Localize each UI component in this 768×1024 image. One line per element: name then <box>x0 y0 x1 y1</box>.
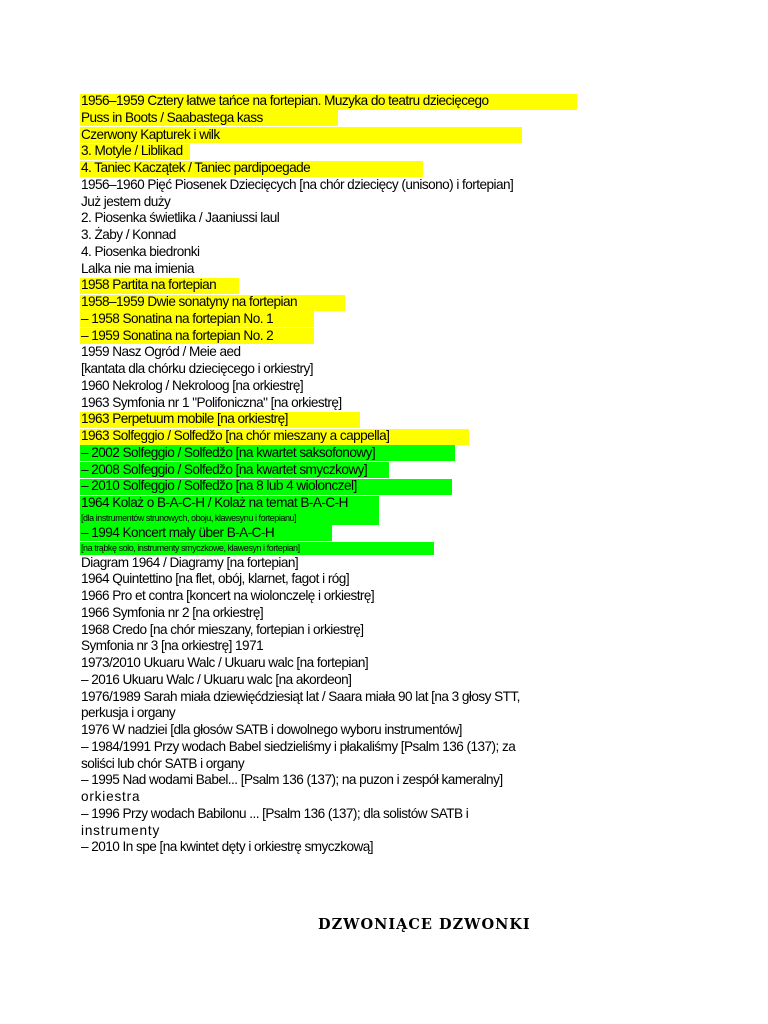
line-text: 1968 Credo [na chór mieszany, fortepian i orkiestrę] <box>81 621 364 637</box>
line-text: Czerwony Kapturek i wilk <box>81 126 220 142</box>
text-line <box>81 378 731 395</box>
text-line <box>81 328 731 345</box>
text-line <box>81 655 731 672</box>
text-line <box>81 512 731 525</box>
text-line <box>81 210 731 227</box>
text-line <box>81 261 731 278</box>
text-line <box>81 823 731 840</box>
text-line <box>81 244 731 261</box>
line-text: – 1984/1991 Przy wodach Babel siedzieliśmy i płakaliśmy [Psalm 136 (137); za <box>81 738 516 754</box>
line-text: 3. Motyle / Liblikad <box>81 143 183 159</box>
line-text: [dla instrumentów strunowych, oboju, klawesynu i fortepianu] <box>81 512 297 523</box>
line-text: 4. Taniec Kaczątek / Taniec pardipoegade <box>81 160 311 175</box>
line-text: 4. Piosenka biedronki <box>81 243 200 259</box>
text-line <box>81 127 731 144</box>
line-text: 1964 Quintettino [na flet, obój, klarnet, fagot i róg] <box>81 571 350 587</box>
line-text: – 2008 Solfeggio / Solfedžo [na kwartet smyczkowy] <box>81 461 368 477</box>
line-text: 2. Piosenka świetlika / Jaaniussi laul <box>81 210 280 226</box>
text-line <box>81 839 731 856</box>
text-line <box>81 789 731 806</box>
line-text: 1958 Partita na fortepian <box>81 277 217 293</box>
line-text: 1966 Pro et contra [koncert na wiolonczelę i orkiestrę] <box>81 588 375 603</box>
text-line <box>81 428 731 445</box>
text-line <box>81 294 731 311</box>
line-text: 1956–1960 Pięć Piosenek Dziecięcych [na chór dziecięcy (unisono) i fortepian] <box>81 176 514 192</box>
text-line <box>81 756 731 773</box>
text-line <box>81 542 731 555</box>
line-text: – 1994 Koncert mały über B-A-C-H <box>81 524 275 540</box>
line-text: 3. Żaby / Konnad <box>81 227 176 242</box>
text-line <box>81 277 731 294</box>
line-text: 1976/1989 Sarah miała dziewięćdziesiąt lat / Saara miała 90 lat [na 3 głosy STT, <box>81 688 520 704</box>
text-line <box>81 227 731 244</box>
text-line <box>81 605 731 622</box>
line-text: – 2016 Ukuaru Walc / Ukuaru walc [na akordeon] <box>81 671 352 687</box>
text-line <box>81 495 731 512</box>
line-text: Lalka nie ma imienia <box>81 260 194 276</box>
text-line <box>81 194 731 211</box>
text-line <box>81 571 731 588</box>
text-line <box>81 311 731 328</box>
line-text: 1958–1959 Dwie sonatyny na fortepian <box>81 294 297 309</box>
text-line <box>81 588 731 605</box>
line-text: perkusja i organy <box>81 705 176 721</box>
line-text: soliści lub chór SATB i organy <box>81 755 245 771</box>
text-line <box>81 395 731 412</box>
text-line <box>81 739 731 756</box>
text-line <box>81 689 731 706</box>
text-line <box>81 160 731 177</box>
line-text: 1976 W nadziei [dla głosów SATB i dowolnego wyboru instrumentów] <box>81 722 462 737</box>
text-line <box>81 622 731 639</box>
text-line <box>81 806 731 823</box>
line-text: – 2010 In spe [na kwintet dęty i orkiestrę smyczkową] <box>81 839 373 855</box>
text-line <box>81 361 731 378</box>
line-text: 1959 Nasz Ogród / Meie aed <box>81 344 241 360</box>
text-line <box>81 525 731 542</box>
line-text: [na trąbkę solo, instrumenty smyczkowe, klawesyn i fortepian] <box>81 542 300 553</box>
line-text: [kantata dla chórku dziecięcego i orkiestry] <box>81 361 313 376</box>
text-line <box>81 93 731 110</box>
line-text: – 2002 Solfeggio / Solfedžo [na kwartet saksofonowy] <box>81 444 376 460</box>
line-text: 1963 Solfeggio / Solfedžo [na chór mieszany a cappella] <box>81 428 390 443</box>
text-line <box>81 478 731 495</box>
line-text: Już jestem duży <box>81 193 171 209</box>
line-text: – 1958 Sonatina na fortepian No. 1 <box>81 310 274 326</box>
line-text: Puss in Boots / Saabastega kass <box>81 109 263 125</box>
text-line <box>81 344 731 361</box>
line-text: 1963 Symfonia nr 1 "Polifoniczna" [na orkiestrę] <box>81 394 342 410</box>
text-line <box>81 772 731 789</box>
line-text: Symfonia nr 3 [na orkiestrę] 1971 <box>81 638 264 654</box>
text-line <box>81 722 731 739</box>
text-line <box>81 445 731 462</box>
line-text: – 1959 Sonatina na fortepian No. 2 <box>81 327 274 343</box>
text-line <box>81 638 731 655</box>
line-text: 1963 Perpetuum mobile [na orkiestrę] <box>81 411 288 427</box>
line-text: – 1996 Przy wodach Babilonu ... [Psalm 136 (137); dla solistów SATB i <box>81 805 469 821</box>
text-line <box>81 177 731 194</box>
text-line <box>81 705 731 722</box>
line-text: instrumenty <box>81 822 161 838</box>
works-list <box>81 93 731 856</box>
text-line <box>81 555 731 572</box>
line-text: – 1995 Nad wodami Babel... [Psalm 136 (137); na puzon i zespół kameralny] <box>81 772 503 788</box>
text-line <box>81 110 731 127</box>
text-line <box>81 462 731 479</box>
line-text: orkiestra <box>81 789 141 804</box>
line-text: 1956–1959 Cztery łatwe tańce na fortepian. Muzyka do teatru dziecięcego <box>81 93 489 108</box>
line-text: 1966 Symfonia nr 2 [na orkiestrę] <box>81 604 264 620</box>
text-line <box>81 143 731 160</box>
section-heading: DZWONIĄCE DZWONKI <box>318 916 531 933</box>
line-text: 1973/2010 Ukuaru Walc / Ukuaru walc [na fortepian] <box>81 655 369 670</box>
line-text: 1964 Kolaż o B-A-C-H / Kolaż na temat B-A-C-H <box>81 495 348 510</box>
text-line <box>81 411 731 428</box>
line-text: – 2010 Solfeggio / Solfedžo [na 8 lub 4 wiolonczel] <box>81 478 357 494</box>
text-line <box>81 672 731 689</box>
line-text: 1960 Nekrolog / Nekroloog [na orkiestrę] <box>81 377 304 393</box>
line-text: Diagram 1964 / Diagramy [na fortepian] <box>81 554 299 570</box>
